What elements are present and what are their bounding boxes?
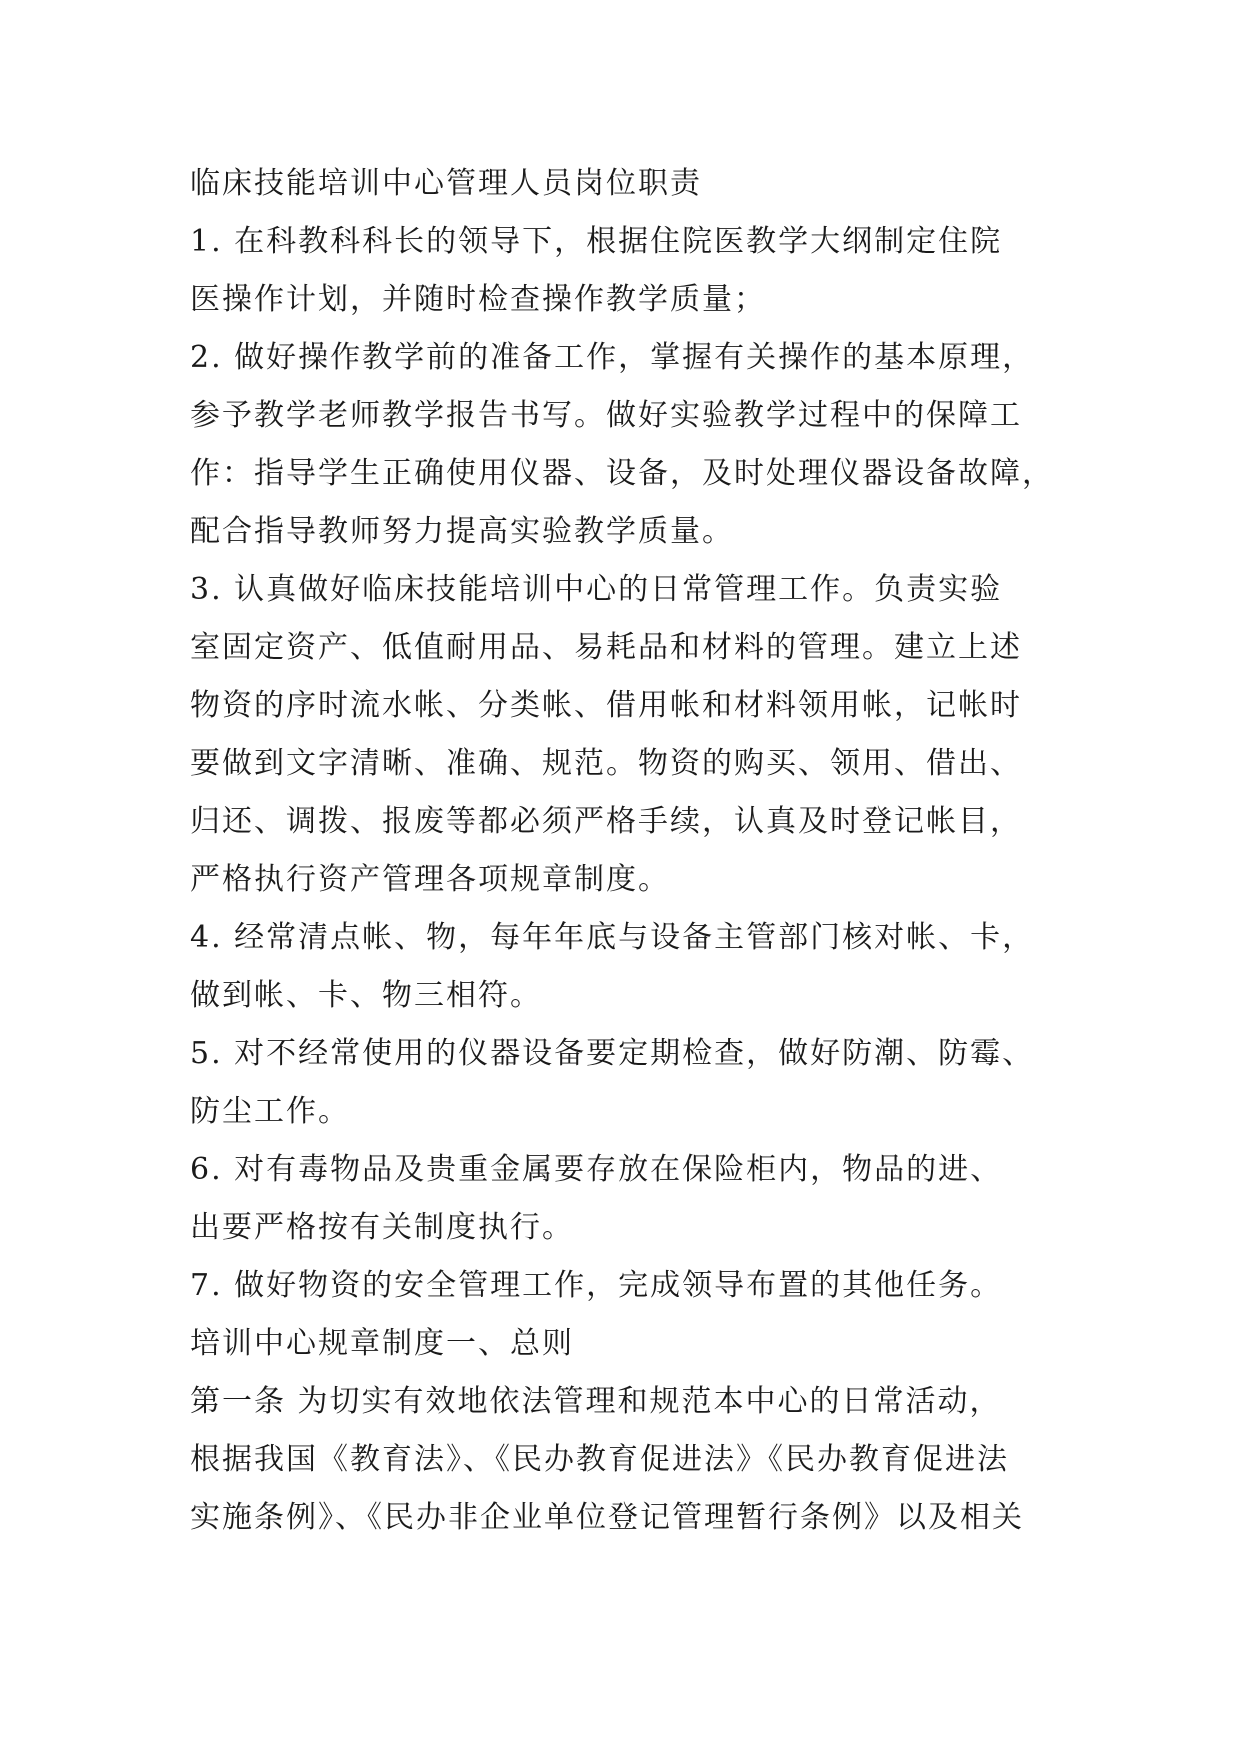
text-line: 做到帐、卡、物三相符。 xyxy=(190,978,542,1013)
section-heading: 培训中心规章制度一、总则 xyxy=(190,1326,574,1361)
text-line: 要做到文字清晰、准确、规范。物资的购买、领用、借出、 xyxy=(190,746,1022,781)
text-line: 实施条例》、《民办非企业单位登记管理暂行条例》以及相关 xyxy=(190,1500,1024,1535)
document-title: 临床技能培训中心管理人员岗位职责 xyxy=(190,166,702,201)
text-line: 第一条 为切实有效地依法管理和规范本中心的日常活动， xyxy=(190,1384,1002,1419)
text-line: 2. 做好操作教学前的准备工作，掌握有关操作的基本原理， xyxy=(190,340,1035,375)
text-line: 防尘工作。 xyxy=(190,1094,350,1129)
text-line: 1. 在科教科科长的领导下，根据住院医教学大纲制定住院 xyxy=(190,224,1003,259)
text-line: 出要严格按有关制度执行。 xyxy=(190,1210,574,1245)
text-line: 配合指导教师努力提高实验教学质量。 xyxy=(190,514,734,549)
text-line: 室固定资产、低值耐用品、易耗品和材料的管理。建立上述 xyxy=(190,630,1022,665)
text-line: 严格执行资产管理各项规章制度。 xyxy=(190,862,670,897)
text-line: 医操作计划，并随时检查操作教学质量； xyxy=(190,282,766,317)
text-line: 参予教学老师教学报告书写。做好实验教学过程中的保障工 xyxy=(190,398,1022,433)
text-line: 归还、调拨、报废等都必须严格手续，认真及时登记帐目， xyxy=(190,804,1022,839)
text-line: 根据我国《教育法》、《民办教育促进法》《民办教育促进法 xyxy=(190,1442,1009,1477)
text-line: 作：指导学生正确使用仪器、设备，及时处理仪器设备故障， xyxy=(190,456,1054,491)
text-line: 6. 对有毒物品及贵重金属要存放在保险柜内，物品的进、 xyxy=(190,1152,1003,1187)
text-line: 7. 做好物资的安全管理工作，完成领导布置的其他任务。 xyxy=(190,1268,1003,1303)
text-line: 5. 对不经常使用的仪器设备要定期检查，做好防潮、防霉、 xyxy=(190,1036,1035,1071)
text-line: 物资的序时流水帐、分类帐、借用帐和材料领用帐，记帐时 xyxy=(190,688,1022,723)
text-line: 3. 认真做好临床技能培训中心的日常管理工作。负责实验 xyxy=(190,572,1003,607)
text-line: 4. 经常清点帐、物，每年年底与设备主管部门核对帐、卡， xyxy=(190,920,1035,955)
